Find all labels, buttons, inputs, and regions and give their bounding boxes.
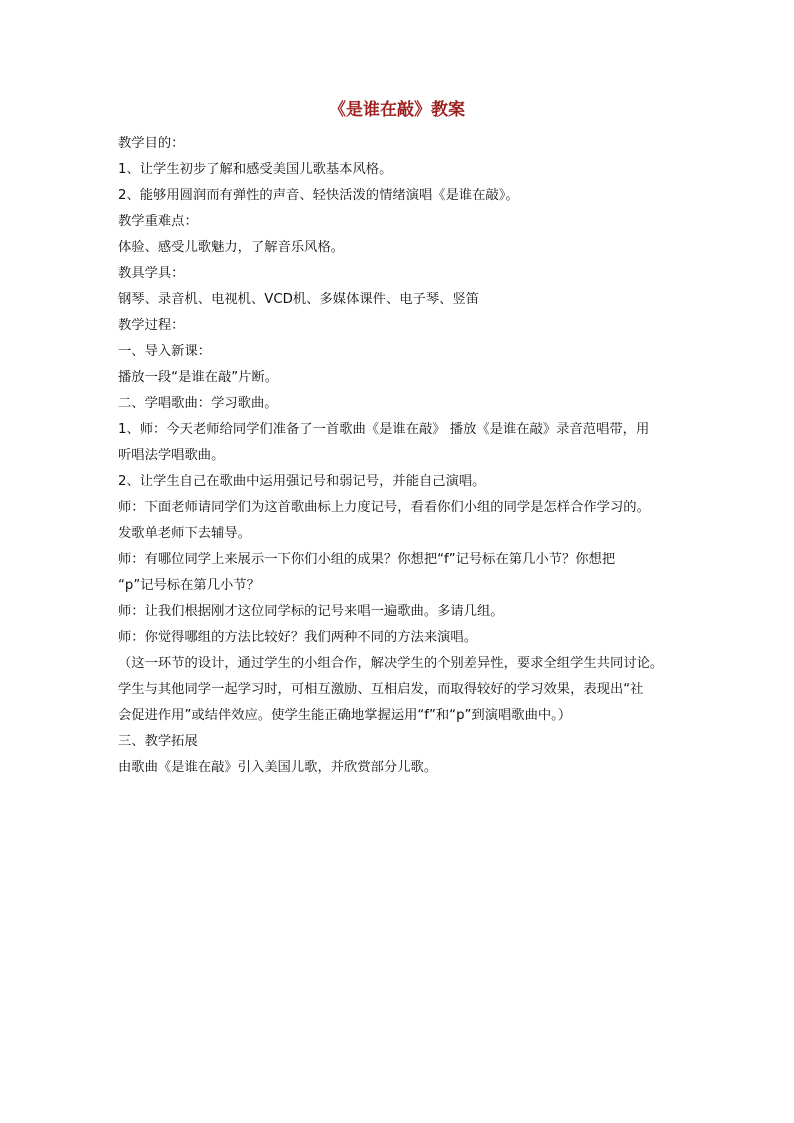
document-title: 《是谁在敲》教案 xyxy=(329,100,465,120)
text-line: 教学过程： xyxy=(118,318,185,333)
text-line: 1、师：今天老师给同学们准备了一首歌曲《是谁在敲》 播放《是谁在敲》录音范唱带，用 xyxy=(118,422,650,437)
text-line: 一、导入新课： xyxy=(118,344,212,359)
text-line: “p”记号标在第几小节？ xyxy=(118,578,260,593)
text-line: 教学重难点： xyxy=(118,214,198,229)
text-line: 体验、感受儿歌魅力，了解音乐风格。 xyxy=(118,240,345,255)
text-line: 发歌单老师下去辅导。 xyxy=(118,526,251,541)
text-line: 三、教学拓展 xyxy=(118,734,198,749)
text-line: （这一环节的设计，通过学生的小组合作，解决学生的个别差异性，要求全组学生共同讨论。 xyxy=(118,656,664,671)
text-line: 师：下面老师请同学们为这首歌曲标上力度记号，看看你们小组的同学是怎样合作学习的。 xyxy=(118,500,650,515)
text-line: 1、让学生初步了解和感受美国儿歌基本风格。 xyxy=(118,162,393,177)
text-line: 会促进作用”或结伴效应。使学生能正确地掌握运用“f”和“p”到演唱歌曲中。） xyxy=(118,708,572,723)
text-line: 播放一段“是谁在敲”片断。 xyxy=(118,370,279,385)
text-line: 教学目的： xyxy=(118,136,185,151)
text-line: 教具学具： xyxy=(118,266,185,281)
text-line: 师：有哪位同学上来展示一下你们小组的成果？你想把“f”记号标在第几小节？你想把 xyxy=(118,552,616,567)
text-line: 师：让我们根据刚才这位同学标的记号来唱一遍歌曲。多请几组。 xyxy=(118,604,504,619)
text-line: 听唱法学唱歌曲。 xyxy=(118,448,225,463)
document-body xyxy=(118,131,684,781)
text-line: 钢琴、录音机、电视机、VCD机、多媒体课件、电子琴、竖笛 xyxy=(118,292,480,307)
text-line: 二、学唱歌曲：学习歌曲。 xyxy=(118,396,278,411)
text-line: 师：你觉得哪组的方法比较好？我们两种不同的方法来演唱。 xyxy=(118,630,478,645)
text-line: 2、能够用圆润而有弹性的声音、轻快活泼的情绪演唱《是谁在敲》。 xyxy=(118,188,519,203)
text-line: 学生与其他同学一起学习时，可相互激励、互相启发，而取得较好的学习效果，表现出“社 xyxy=(118,682,644,697)
text-line: 由歌曲《是谁在敲》引入美国儿歌，并欣赏部分儿歌。 xyxy=(118,760,438,775)
text-line: 2、让学生自己在歌曲中运用强记号和弱记号，并能自己演唱。 xyxy=(118,474,486,489)
